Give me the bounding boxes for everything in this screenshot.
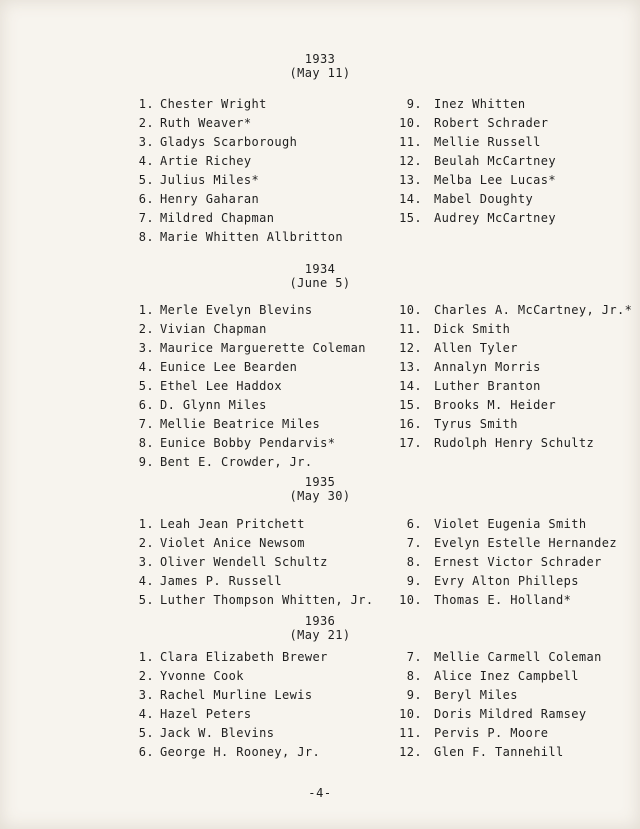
list-item [392,171,638,190]
graduate-name: Artie Richey [160,154,252,168]
list-item [118,358,388,377]
graduate-name: Maurice Marguerette Coleman [160,341,366,355]
graduate-name: Robert Schrader [434,116,549,130]
list-item [118,95,388,114]
item-number: 11. [399,322,422,336]
item-number: 9. [406,97,422,111]
list-column-left [118,515,388,610]
list-item [392,95,638,114]
graduate-name: Charles A. McCartney, Jr.* [434,303,633,317]
graduate-name: Beulah McCartney [434,154,556,168]
item-number: 9. [406,574,422,588]
item-number: 10. [399,303,422,317]
item-number: 8. [138,230,154,244]
graduate-name: Eunice Lee Bearden [160,360,298,374]
graduate-name: Julius Miles* [160,173,260,187]
list-item [392,724,638,743]
graduate-name: James P. Russell [160,574,282,588]
graduate-name: Inez Whitten [434,97,526,111]
list-item [392,301,638,320]
list-column-left [118,95,388,247]
list-item [392,377,638,396]
list-item [392,358,638,377]
item-number: 7. [138,211,154,225]
graduate-name: Gladys Scarborough [160,135,298,149]
section-1936 [0,614,640,642]
item-number: 6. [138,192,154,206]
item-number: 9. [138,455,154,469]
graduate-name: Oliver Wendell Schultz [160,555,328,569]
graduate-name: Rudolph Henry Schultz [434,436,595,450]
list-item [118,686,388,705]
item-number: 9. [406,688,422,702]
item-number: 1. [138,517,154,531]
item-number: 12. [399,154,422,168]
graduate-name: Yvonne Cook [160,669,244,683]
graduate-name: Audrey McCartney [434,211,556,225]
item-number: 7. [138,417,154,431]
item-number: 2. [138,669,154,683]
list-item [392,686,638,705]
graduate-name: Annalyn Morris [434,360,541,374]
graduate-name: Eunice Bobby Pendarvis* [160,436,336,450]
item-number: 15. [399,398,422,412]
graduate-name: Tyrus Smith [434,417,518,431]
graduate-name: Alice Inez Campbell [434,669,579,683]
graduate-name: Evry Alton Philleps [434,574,579,588]
item-number: 6. [406,517,422,531]
graduate-name: George H. Rooney, Jr. [160,745,321,759]
item-number: 5. [138,379,154,393]
item-number: 8. [406,555,422,569]
list-item [118,434,388,453]
item-number: 11. [399,135,422,149]
item-number: 2. [138,536,154,550]
list-item [392,339,638,358]
list-item [118,667,388,686]
graduate-name: Violet Anice Newsom [160,536,305,550]
section-date: (May 21) [289,628,351,642]
item-number: 17. [399,436,422,450]
graduate-name: Ethel Lee Haddox [160,379,282,393]
list-item [118,591,388,610]
list-item [392,667,638,686]
item-number: 12. [399,745,422,759]
graduate-name: Thomas E. Holland* [434,593,572,607]
section-1935 [0,475,640,503]
list-item [392,320,638,339]
graduate-name: Dick Smith [434,322,511,336]
item-number: 5. [138,173,154,187]
section-year: 1934 [304,262,336,276]
list-item [392,743,638,762]
graduate-name: Brooks M. Heider [434,398,556,412]
graduate-name: Doris Mildred Ramsey [434,707,587,721]
item-number: 8. [138,436,154,450]
list-item [118,396,388,415]
graduate-name: Ernest Victor Schrader [434,555,602,569]
list-item [118,339,388,358]
list-item [392,572,638,591]
graduate-name: Glen F. Tannehill [434,745,564,759]
item-number: 2. [138,116,154,130]
list-item [118,415,388,434]
list-item [118,648,388,667]
list-item [118,515,388,534]
graduate-name: Rachel Murline Lewis [160,688,313,702]
item-number: 8. [406,669,422,683]
list-item [392,534,638,553]
item-number: 5. [138,726,154,740]
graduate-name: Mellie Russell [434,135,541,149]
item-number: 3. [138,135,154,149]
list-column-right [392,301,638,453]
item-number: 1. [138,97,154,111]
list-item [118,133,388,152]
section-year: 1936 [304,614,336,628]
graduate-name: Chester Wright [160,97,267,111]
page-number: -4- [308,786,332,800]
list-item [118,724,388,743]
graduate-name: Hazel Peters [160,707,252,721]
graduate-name: Allen Tyler [434,341,518,355]
section-date: (June 5) [289,276,351,290]
item-number: 6. [138,745,154,759]
list-item [392,396,638,415]
list-item [392,515,638,534]
list-column-left [118,301,388,472]
item-number: 4. [138,574,154,588]
graduate-name: Vivian Chapman [160,322,267,336]
section-1933 [0,52,640,80]
graduate-name: Mellie Carmell Coleman [434,650,602,664]
section-year: 1935 [304,475,336,489]
section-date: (May 30) [289,489,351,503]
item-number: 2. [138,322,154,336]
section-1934 [0,262,640,290]
graduate-name: Melba Lee Lucas* [434,173,556,187]
item-number: 4. [138,360,154,374]
list-item [392,133,638,152]
graduate-name: Evelyn Estelle Hernandez [434,536,617,550]
item-number: 7. [406,650,422,664]
item-number: 10. [399,593,422,607]
list-item [392,591,638,610]
graduate-name: Luther Thompson Whitten, Jr. [160,593,374,607]
item-number: 5. [138,593,154,607]
list-item [118,377,388,396]
list-item [118,114,388,133]
item-number: 7. [406,536,422,550]
item-number: 16. [399,417,422,431]
list-item [118,572,388,591]
item-number: 3. [138,688,154,702]
list-column-right [392,648,638,762]
graduate-name: Merle Evelyn Blevins [160,303,313,317]
item-number: 1. [138,303,154,317]
list-item [118,553,388,572]
graduate-name: Mabel Doughty [434,192,534,206]
section-date: (May 11) [289,66,351,80]
graduate-name: Mildred Chapman [160,211,275,225]
item-number: 12. [399,341,422,355]
list-item [118,152,388,171]
item-number: 14. [399,379,422,393]
graduate-name: Mellie Beatrice Miles [160,417,321,431]
item-number: 14. [399,192,422,206]
list-item [392,415,638,434]
list-item [392,705,638,724]
item-number: 3. [138,341,154,355]
list-item [118,743,388,762]
item-number: 3. [138,555,154,569]
item-number: 4. [138,707,154,721]
graduate-name: Henry Gaharan [160,192,260,206]
item-number: 10. [399,707,422,721]
list-column-right [392,515,638,610]
item-number: 11. [399,726,422,740]
list-item [392,114,638,133]
list-item [118,228,388,247]
list-item [118,171,388,190]
list-item [392,648,638,667]
graduate-name: Leah Jean Pritchett [160,517,305,531]
graduate-name: D. Glynn Miles [160,398,267,412]
list-column-right [392,95,638,228]
item-number: 13. [399,173,422,187]
graduate-name: Luther Branton [434,379,541,393]
graduate-name: Marie Whitten Allbritton [160,230,343,244]
graduate-name: Ruth Weaver* [160,116,252,130]
item-number: 10. [399,116,422,130]
list-item [392,553,638,572]
item-number: 1. [138,650,154,664]
list-column-left [118,648,388,762]
list-item [392,209,638,228]
graduate-name: Jack W. Blevins [160,726,275,740]
graduate-name: Violet Eugenia Smith [434,517,587,531]
graduate-name: Pervis P. Moore [434,726,549,740]
list-item [118,453,388,472]
list-item [118,320,388,339]
list-item [118,209,388,228]
list-item [392,190,638,209]
list-item [118,705,388,724]
list-item [118,301,388,320]
item-number: 13. [399,360,422,374]
list-item [392,152,638,171]
list-item [118,534,388,553]
list-item [392,434,638,453]
section-year: 1933 [304,52,336,66]
item-number: 15. [399,211,422,225]
list-item [118,190,388,209]
item-number: 4. [138,154,154,168]
graduate-name: Beryl Miles [434,688,518,702]
graduate-name: Clara Elizabeth Brewer [160,650,328,664]
item-number: 6. [138,398,154,412]
graduate-name: Bent E. Crowder, Jr. [160,455,313,469]
